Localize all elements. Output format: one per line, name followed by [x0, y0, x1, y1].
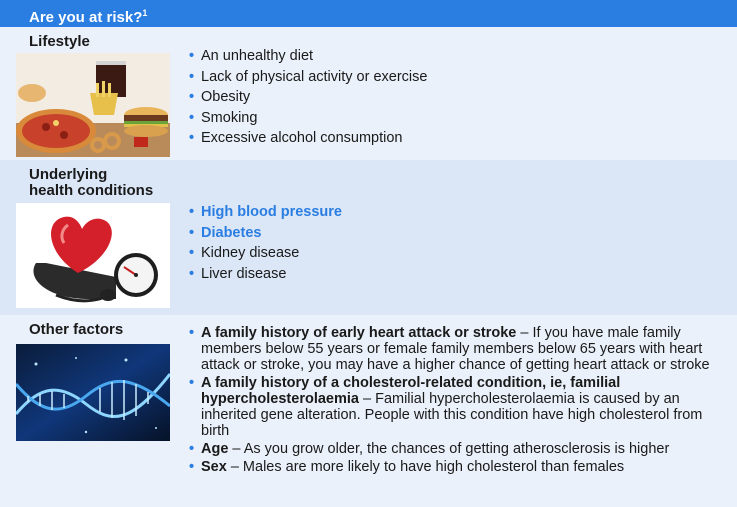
list-item: • Smoking [189, 108, 717, 129]
list-item: • A family history of early heart attack or stroke – If you have male family members below 55 years or female family members below 65 years with heart attack or stroke, you may have a higher chance of getting heart attack or stroke [189, 325, 717, 373]
heart-and-blood-pressure-gauge-image [16, 203, 170, 308]
conditions-list [189, 202, 717, 284]
list-item: • Obesity [189, 87, 717, 108]
junk-food-image [16, 53, 170, 157]
other-factors-list [189, 325, 717, 477]
list-item: • Sex – Males are more likely to have high cholesterol than females [189, 459, 717, 475]
list-item: • Excessive alcohol consumption [189, 128, 717, 149]
list-item: • A family history of a cholesterol-related condition, ie, familial hypercholesterolaemia – Familial hypercholesterolaemia is caused by an inherited gene alteration. People with this condition have high cholesterol from birth [189, 375, 717, 439]
header-title: Are you at risk? [29, 9, 143, 26]
lifestyle-section [0, 27, 737, 160]
lifestyle-title: Lifestyle [29, 33, 90, 50]
list-item: • Lack of physical activity or exercise [189, 67, 717, 88]
list-item: • Liver disease [189, 264, 717, 285]
other-factors-section [0, 315, 737, 507]
list-item: • Kidney disease [189, 243, 717, 264]
conditions-section [0, 160, 737, 315]
dna-helix-image [16, 344, 170, 441]
conditions-title: Underlying health conditions [29, 166, 154, 199]
card-header [0, 0, 737, 27]
list-item: • High blood pressure [189, 202, 717, 223]
list-item: • An unhealthy diet [189, 46, 717, 67]
footnote-marker: 1 [142, 8, 148, 18]
list-item: • Age – As you grow older, the chances of getting atherosclerosis is higher [189, 441, 717, 457]
list-item: • Diabetes [189, 223, 717, 244]
other-factors-title: Other factors [29, 321, 124, 338]
lifestyle-list [189, 46, 717, 149]
